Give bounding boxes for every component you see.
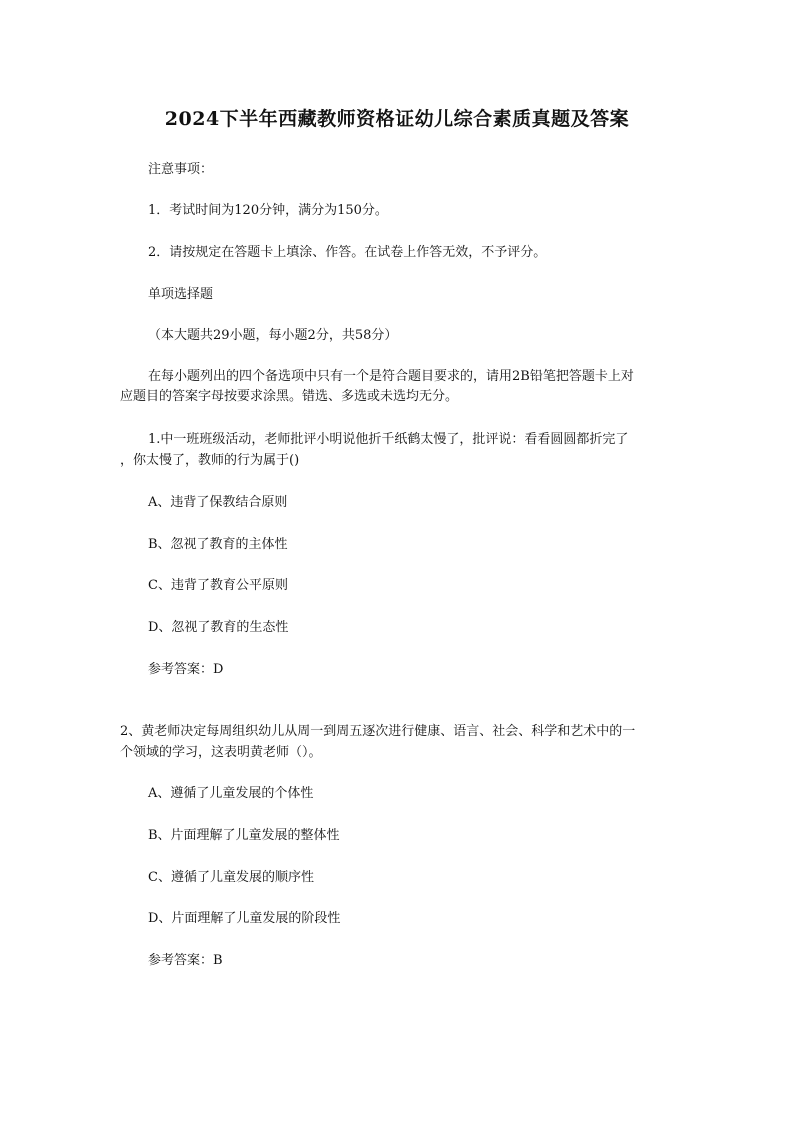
question-1-stem-line-1: 1.中一班班级活动，老师批评小明说他折千纸鹤太慢了，批评说：看看圆圆都折完了 <box>148 432 629 447</box>
question-1-option-c: C、违背了教育公平原则 <box>148 578 288 593</box>
section-instruction-line-2: 应题目的答案字母按要求涂黑。错选、多选或未选均无分。 <box>120 389 459 404</box>
notice-item-1: 1．考试时间为120分钟，满分为150分。 <box>148 203 388 218</box>
question-2-option-a: A、遵循了儿童发展的个体性 <box>148 786 314 801</box>
section-instruction-line-1: 在每小题列出的四个备选项中只有一个是符合题目要求的，请用2B铅笔把答题卡上对 <box>148 369 634 384</box>
question-2-option-d: D、片面理解了儿童发展的阶段性 <box>148 911 341 926</box>
document-title: 2024下半年西藏教师资格证幼儿综合素质真题及答案 <box>164 108 630 130</box>
section-info: （本大题共29小题，每小题2分，共58分） <box>148 328 398 343</box>
section-name: 单项选择题 <box>148 287 214 302</box>
question-1-option-d: D、忽视了教育的生态性 <box>148 620 289 635</box>
question-2-stem-line-1: 2、黄老师决定每周组织幼儿从周一到周五逐次进行健康、语言、社会、科学和艺术中的一 <box>120 724 636 739</box>
question-2-option-b: B、片面理解了儿童发展的整体性 <box>148 828 340 843</box>
notice-item-2: 2．请按规定在答题卡上填涂、作答。在试卷上作答无效，不予评分。 <box>148 245 547 260</box>
question-1-answer: 参考答案：D <box>148 662 224 677</box>
question-1-option-a: A、违背了保教结合原则 <box>148 495 288 510</box>
question-2-stem-line-2: 个领域的学习，这表明黄老师（）。 <box>120 745 322 760</box>
question-2-option-c: C、遵循了儿童发展的顺序性 <box>148 870 314 885</box>
question-1-stem-line-2: ，你太慢了，教师的行为属于() <box>120 453 300 468</box>
question-1-option-b: B、忽视了教育的主体性 <box>148 537 288 552</box>
notice-heading: 注意事项： <box>148 162 214 177</box>
question-2-answer: 参考答案：B <box>148 953 223 968</box>
